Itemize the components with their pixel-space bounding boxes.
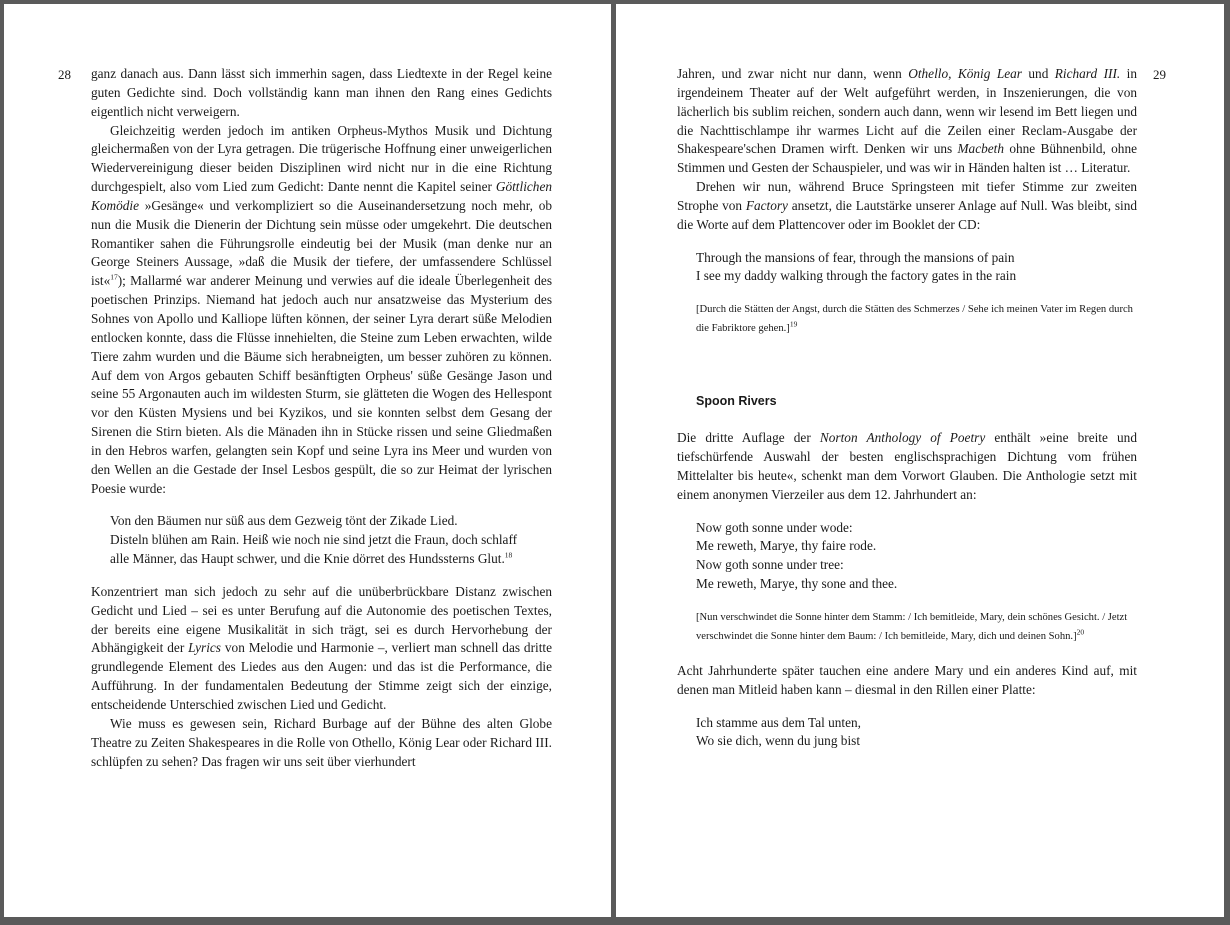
right-page	[616, 4, 1224, 917]
verse-line	[110, 550, 552, 569]
left-text-column	[91, 65, 552, 771]
paragraph-text: ansetzt, die Lautstärke unserer Anlage auf Null. Was bleibt, sind die Worte auf dem Plattencover oder im Booklet der CD:	[677, 197, 1137, 232]
verse-block	[110, 512, 552, 569]
paragraph-text: enthält »eine breite und tiefschürfende Auswahl der besten englischsprachigen Dichtung vom frühen Mittelalter bis heute«, schenkt man dem Vorwort Glauben. Die Anthologie setzt mit einem anonymen Vierzeiler aus dem 12. Jahrhundert an:	[677, 430, 1137, 502]
translation-text: [Durch die Stätten der Angst, durch die Stätten des Schmerzes / Sehe ich meinen Vater im Regen durch die Fabriktore gehen.]	[696, 304, 1133, 335]
paragraph-text: in irgendeinem Theater auf der Welt aufgeführt werden, in Inszenierungen, die von lächerlich bis sublim reichen, sondern auch dann, wenn wir lesend im Bett liegen und die Nachttischlampe ihr warmes Licht auf die Zeilen einer Reclam-Ausgabe der Shakespeare'schen Dramen wirft. Denken wir uns	[677, 66, 1137, 157]
verse-line: Me reweth, Marye, thy faire rode.	[696, 538, 877, 554]
paragraph	[91, 122, 552, 499]
verse-line: Now goth sonne under tree:	[696, 557, 844, 573]
emphasis: Lyrics	[188, 640, 221, 656]
work-title: Göttlichen Komödie	[91, 179, 552, 213]
translation-note	[696, 608, 1137, 646]
paragraph	[91, 715, 552, 772]
footnote-ref[interactable]: 19	[789, 319, 798, 329]
left-page	[4, 4, 611, 917]
paragraph-text: von Melodie und Harmonie –, verliert man schnell das dritte grundlegende Element des Liedes aus den Augen: und das ist die Performance, die Aufführung. In der fundamentalen Bedeutung der Stimme zeigt sich der einzige, entscheidende Unterschied zwischen Lied und Gedicht.	[91, 640, 552, 712]
paragraph-text: ganz danach aus. Dann lässt sich immerhin sagen, dass Liedtexte in der Regel keine guten Gedichte sind. Doch vollständig kann man ihnen den Rang eines Gedichts eigentlich nicht verweigern.	[91, 66, 552, 119]
paragraph-text: Wie muss es gewesen sein, Richard Burbage auf der Bühne des alten Globe Theatre zu Zeiten Shakespeares in die Rolle von Othello, König Lear oder Richard III. schlüpfen zu sehen? Das fragen wir uns seit über vierhundert	[91, 715, 552, 769]
work-title: Othello, König Lear	[908, 66, 1022, 81]
verse-line: Von den Bäumen nur süß aus dem Gezweig tönt der Zikade Lied.	[110, 513, 458, 529]
paragraph	[677, 429, 1137, 504]
section-heading: Spoon Rivers	[696, 394, 777, 409]
paragraph-text: Jahren, und zwar nicht nur dann, wenn	[677, 66, 909, 81]
page-number-left: 28	[58, 67, 71, 82]
verse-line: Ich stamme aus dem Tal unten,	[696, 714, 861, 730]
verse-line: Now goth sonne under wode:	[696, 519, 853, 535]
footnote-ref[interactable]: 18	[504, 550, 513, 560]
translation-text: [Nun verschwindet die Sonne hinter dem Stamm: / Ich bemitleide, Mary, dein schönes Gesicht. / Jetzt verschwindet die Sonne hinter dem Baum: / Ich bemitleide, Mary, dich und deinen Sohn.]	[696, 611, 1128, 642]
verse-block	[696, 249, 1137, 287]
paragraph	[91, 583, 552, 715]
verse-block	[696, 714, 1137, 752]
verse-line: Disteln blühen am Rain. Heiß wie noch nie sind jetzt die Fraun, doch schlaff	[110, 532, 518, 548]
paragraph-text: Die dritte Auflage der	[677, 430, 820, 446]
paragraph	[91, 65, 552, 122]
paragraph	[677, 662, 1137, 700]
verse-line: Me reweth, Marye, thy sone and thee.	[696, 576, 898, 592]
paragraph	[677, 178, 1137, 235]
verse-line: Wo sie dich, wenn du jung bist	[696, 733, 861, 749]
work-title: Richard III.	[1054, 66, 1121, 81]
verse-line: Through the mansions of fear, through the mansions of pain	[696, 249, 1015, 265]
paragraph-text: »Gesänge« und verkompliziert so die Auseinandersetzung noch mehr, ob nun die Musik die Dienerin der Dichtung sein müsse oder umgekehrt. Die deutschen Romantiker sahen die Führungsrolle eindeutig bei der Musik (man denke nur an George Steiners Aussage, »daß die Musik der tiefere, der umfassendere Schlüssel ist«	[91, 197, 552, 289]
work-title: Macbeth	[957, 141, 1005, 157]
verse-block	[696, 519, 1137, 594]
work-title: Factory	[745, 197, 788, 213]
verse-line: I see my daddy walking through the factory gates in the rain	[696, 268, 1017, 284]
paragraph-text: Konzentriert man sich jedoch zu sehr auf die unüberbrückbare Distanz zwischen Gedicht und Lied – sei es unter Berufung auf die Autonomie des poetischen Textes, der bereits eine eigene Musikalität in sich trägt, sei es durch Hervorhebung der Abhängigkeit der	[91, 583, 552, 656]
paragraph-text: Drehen wir nun, während Bruce Springsteen mit tiefer Stimme zur zweiten Strophe von	[677, 179, 1137, 213]
paragraph-text: ); Mallarmé war anderer Meinung und verwies auf die ideale Überlegenheit des poetischen Prinzips. Niemand hat jedoch auch nur ansatzweise das Mysterium des Sohnes von Apollo und Kalliope lüften können, der seiner Lyra derart süße Melodien entlocken konnte, dass die Flüsse innehielten, die Steine zum Leben erwachten, wilde Tiere zahm wurden und die Bäume sich herabneigten, um besser zuhören zu können. Auf dem von Argos gebauten Schiff besänftigten Orpheus' süße Gesänge Jason und seine 55 Argonauten auch im wildesten Sturm, sie glätteten die Wogen des Hellespont vor den Küsten Mysiens und bei Kyzikos, und sie konnten selbst dem Gesang der Sirenen die Stirn bieten. Als die Mänaden ihn in Stücke rissen und seine Gliedmaßen in den Hebros warfen, gelangten sein Kopf und seine Lyra ins Meer und wurden von den Wellen an die Gestade der Insel Lesbos gespült, die so zur Heimat der lyrischen Poesie wurde:	[91, 273, 552, 496]
paragraph-text: Acht Jahrhunderte später tauchen eine andere Mary und ein anderes Kind auf, mit denen man Mitleid haben kann – diesmal in den Rillen einer Platte:	[677, 662, 1137, 697]
paragraph-text: und	[1021, 66, 1055, 81]
paragraph-text: ohne Bühnenbild, ohne Stimmen und Gesten der Schauspieler, und was wir in Händen halten ist … Literatur.	[677, 141, 1137, 176]
footnote-ref[interactable]: 17	[110, 272, 118, 282]
right-text-column	[677, 65, 1137, 765]
paragraph	[677, 65, 1137, 178]
paragraph-text: Gleichzeitig werden jedoch im antiken Orpheus-Mythos Musik und Dichtung gleichermaßen von der Lyra getragen. Die trügerische Hoffnung einer unweigerlichen Wiedervereinigung dieser beiden Disziplinen wird nicht nur in die eine Richtung durchgespielt, also vom Lied zum Gedicht: Dante nennt die Kapitel seiner	[91, 122, 552, 195]
footnote-ref[interactable]: 20	[1076, 627, 1085, 637]
translation-note	[696, 300, 1137, 338]
work-title: Norton Anthology of Poetry	[819, 430, 986, 446]
verse-line-text: alle Männer, das Haupt schwer, und die Knie dörret des Hundssterns Glut.	[110, 551, 505, 567]
page-number-right: 29	[1153, 67, 1166, 82]
